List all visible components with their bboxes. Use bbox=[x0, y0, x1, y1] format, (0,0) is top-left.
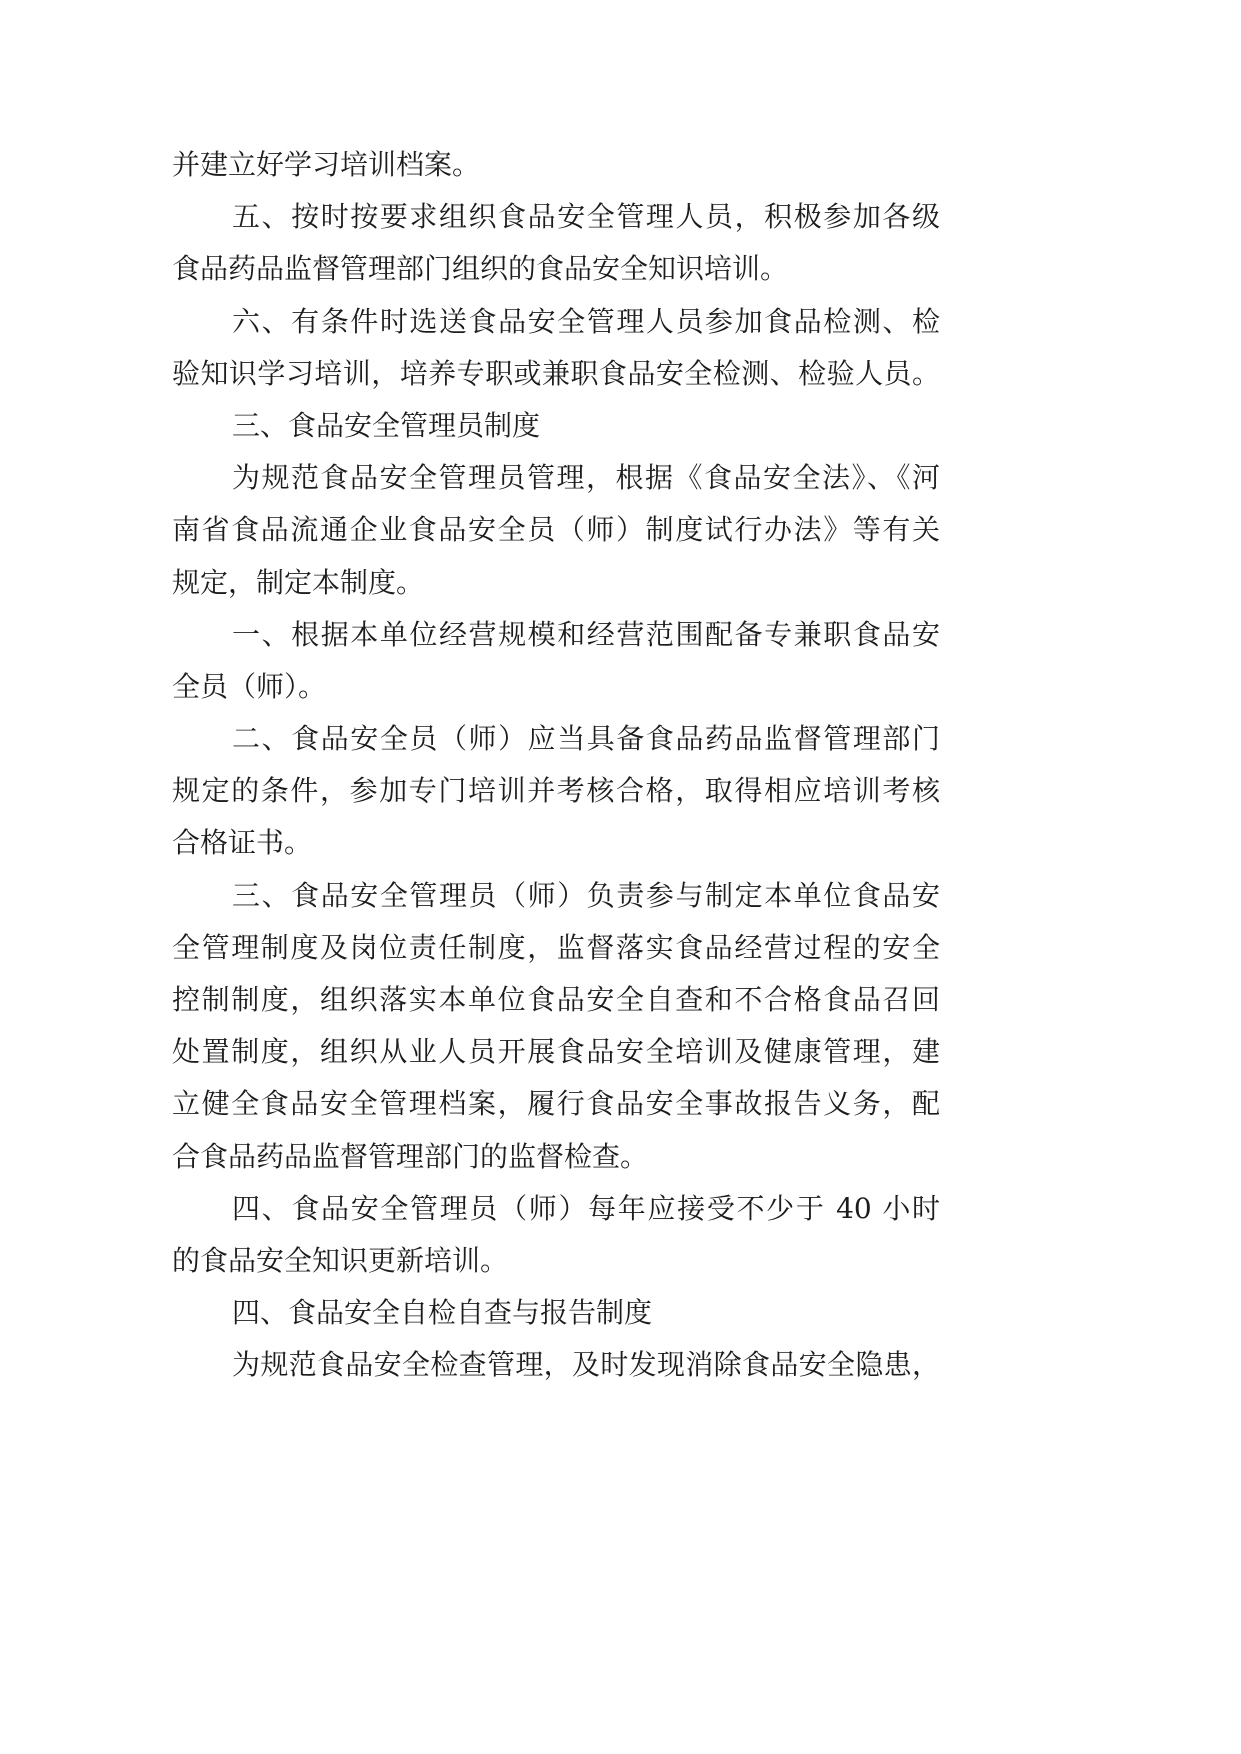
section-heading-4 bbox=[172, 1287, 940, 1339]
text-line: 六、有条件时选送食品安全管理人员参加食品检测、检 bbox=[232, 304, 940, 338]
paragraph-continuation bbox=[172, 139, 940, 191]
text-line: 规定的条件，参加专门培训并考核合格，取得相应培训考核 bbox=[172, 774, 940, 808]
text-line: 五、按时按要求组织食品安全管理人员，积极参加各级 bbox=[232, 200, 940, 234]
text-line: 四、食品安全管理员（师）每年应接受不少于 40 小时 bbox=[232, 1191, 940, 1225]
text-line: 为规范食品安全管理员管理，根据《食品安全法》、《河 bbox=[232, 461, 940, 495]
text-line: 立健全食品安全管理档案，履行食品安全事故报告义务，配 bbox=[172, 1087, 940, 1121]
paragraph-item-6 bbox=[172, 296, 940, 400]
paragraph-intro-2 bbox=[172, 1339, 940, 1391]
text-line: 南省食品流通企业食品安全员（师）制度试行办法》等有关 bbox=[172, 513, 940, 547]
text-line: 合格证书。 bbox=[172, 826, 313, 860]
text-line: 验知识学习培训，培养专职或兼职食品安全检测、检验人员。 bbox=[172, 356, 940, 390]
section-heading-text: 三、食品安全管理员制度 bbox=[232, 408, 541, 442]
paragraph-item-4 bbox=[172, 1183, 940, 1287]
text-line: 三、食品安全管理员（师）负责参与制定本单位食品安 bbox=[232, 878, 940, 912]
paragraph-item-2 bbox=[172, 713, 940, 870]
text-line: 一、根据本单位经营规模和经营范围配备专兼职食品安 bbox=[232, 617, 940, 651]
section-heading-text: 四、食品安全自检自查与报告制度 bbox=[232, 1296, 653, 1330]
text-line: 处置制度，组织从业人员开展食品安全培训及健康管理，建 bbox=[172, 1035, 940, 1069]
text-line: 控制制度，组织落实本单位食品安全自查和不合格食品召回 bbox=[172, 983, 940, 1016]
text-line: 的食品安全知识更新培训。 bbox=[172, 1243, 509, 1277]
text-line: 并建立好学习培训档案。 bbox=[172, 148, 481, 181]
text-line: 二、食品安全员（师）应当具备食品药品监督管理部门 bbox=[232, 722, 940, 756]
section-heading-3 bbox=[172, 400, 940, 452]
paragraph-item-1 bbox=[172, 609, 940, 713]
text-line: 全员（师）。 bbox=[172, 669, 327, 703]
document-page bbox=[172, 139, 940, 1392]
text-line: 食品药品监督管理部门组织的食品安全知识培训。 bbox=[172, 252, 789, 286]
text-line: 规定，制定本制度。 bbox=[172, 565, 425, 599]
text-line: 全管理制度及岗位责任制度，监督落实食品经营过程的安全 bbox=[172, 930, 940, 964]
text-line: 合食品药品监督管理部门的监督检查。 bbox=[172, 1139, 649, 1173]
text-line: 为规范食品安全检查管理，及时发现消除食品安全隐患， bbox=[232, 1348, 940, 1382]
paragraph-item-3 bbox=[172, 870, 940, 1183]
paragraph-intro bbox=[172, 452, 940, 609]
paragraph-item-5 bbox=[172, 191, 940, 295]
